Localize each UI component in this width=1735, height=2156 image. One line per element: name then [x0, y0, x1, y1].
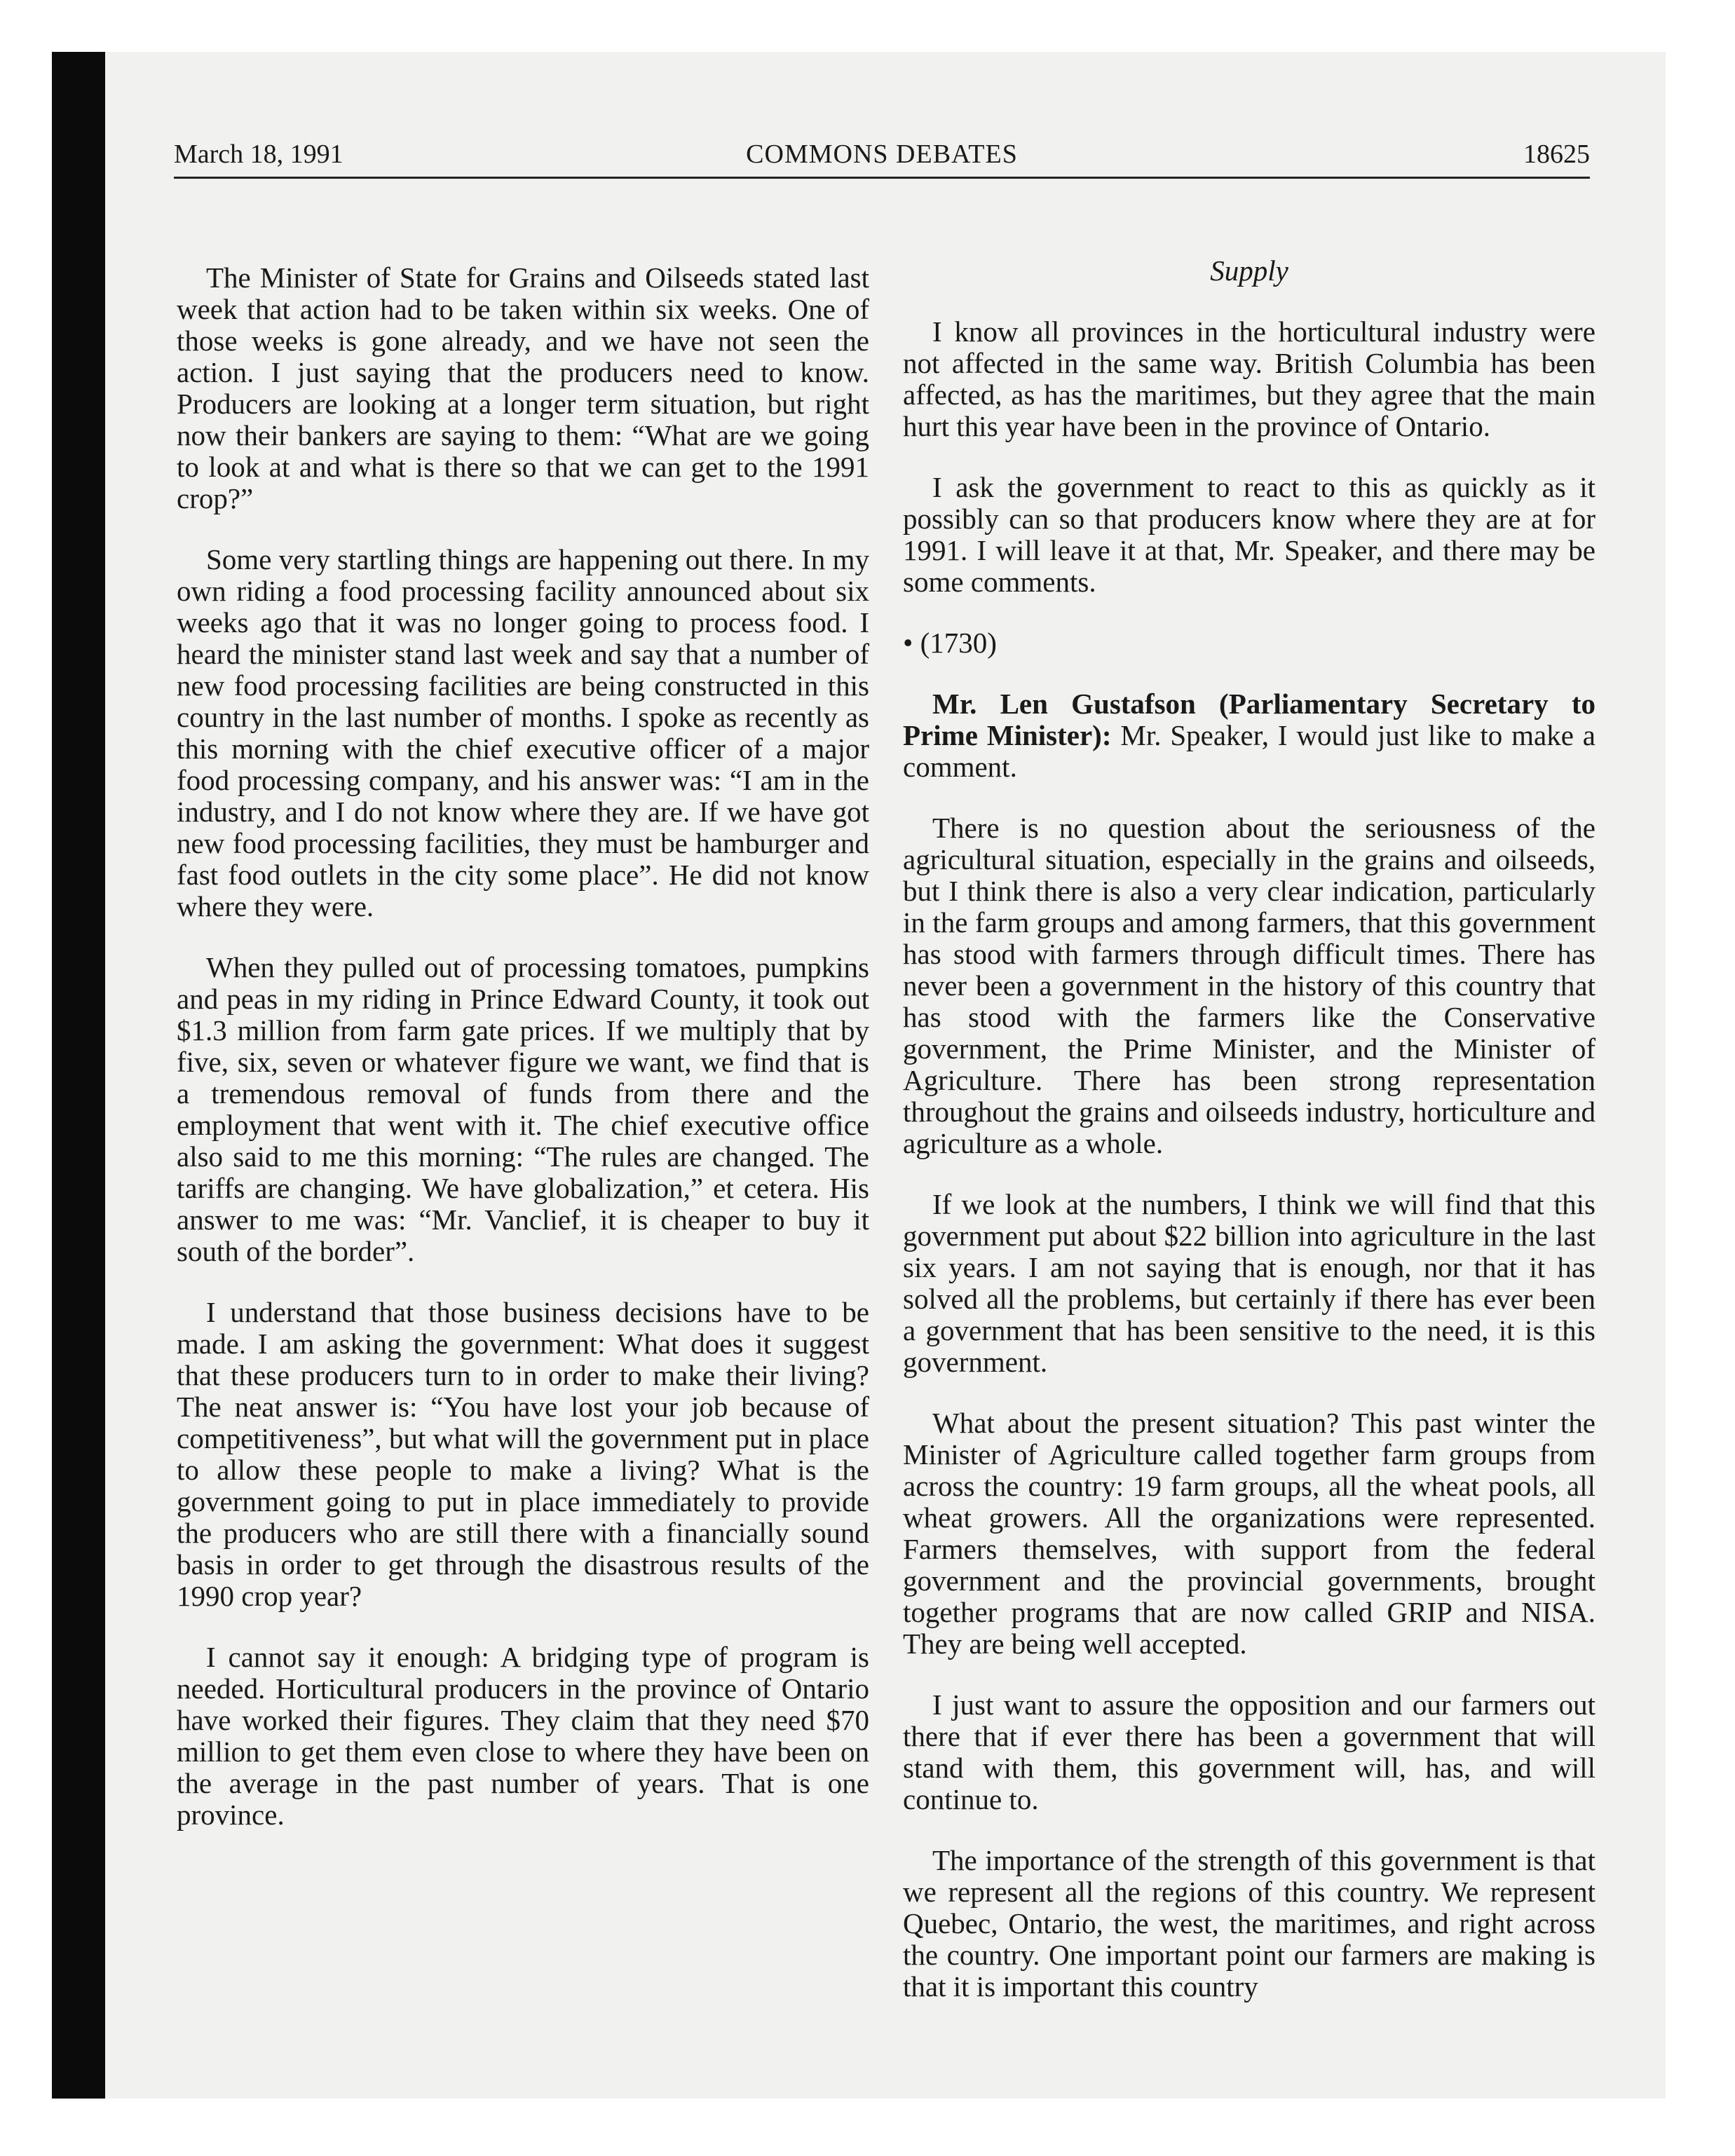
left-column: [177, 262, 869, 1860]
paragraph: I cannot say it enough: A bridging type of program is needed. Horticultural producers in the province of Ontario have worked their figures. They claim that they need $70 million to get them even close to where they have been on the average in the past number of years. That is one province.: [177, 1641, 869, 1831]
header-date: March 18, 1991: [174, 139, 343, 169]
speaker-text: Mr. Speaker, I would just like to make a comment.: [903, 719, 1595, 783]
paragraph: I just want to assure the opposition and our farmers out there that if ever there has been a government that will stand with them, this government will, has, and will continue to.: [903, 1688, 1595, 1815]
paragraph: The importance of the strength of this government is that we represent all the regions of this country. We represent Quebec, Ontario, the west, the maritimes, and right across the country. One important point our farmers are making is that it is important this country: [903, 1844, 1595, 2003]
page-header: [174, 135, 1590, 179]
scan-edge-bar: [52, 52, 105, 2099]
paragraph: I know all provinces in the horticultural industry were not affected in the same way. British Columbia has been affected, as has the maritimes, but they agree that the main hurt this year have been in the province of Ontario.: [903, 315, 1595, 442]
document-page: [105, 52, 1666, 2099]
paragraph: I ask the government to react to this as quickly as it possibly can so that producers know where they are at for 1991. I will leave it at that, Mr. Speaker, and there may be some comments.: [903, 471, 1595, 598]
paragraph: There is no question about the seriousness of the agricultural situation, especially in the grains and oilseeds, but I think there is also a very clear indication, particularly in the farm groups and among farmers, that this government has stood with farmers through difficult times. There has never been a government in the history of this country that has stood with the farmers like the Conservative government, the Prime Minister, and the Minister of Agriculture. There has been strong representation throughout the grains and oilseeds industry, horticulture and agriculture as a whole.: [903, 812, 1595, 1159]
paragraph: The Minister of State for Grains and Oilseeds stated last week that action had to be taken within six weeks. One of those weeks is gone already, and we have not seen the action. I just saying that the producers need to know. Producers are looking at a longer term situation, but right now their bankers are saying to them: “What are we going to look at and what is there so that we can get to the 1991 crop?”: [177, 261, 869, 514]
header-page-number: 18625: [1523, 139, 1590, 169]
paragraph: What about the present situation? This past winter the Minister of Agriculture called together farm groups from across the country: 19 farm groups, all the wheat pools, all wheat growers. All the organizations were represented. Farmers themselves, with support from the federal government and the provincial governments, brought together programs that are now called GRIP and NISA. They are being well accepted.: [903, 1407, 1595, 1660]
time-stamp: • (1730): [903, 627, 997, 659]
paragraph: When they pulled out of processing tomatoes, pumpkins and peas in my riding in Prince Edward County, it took out $1.3 million from farm gate prices. If we multiply that by five, six, seven or whatever figure we want, we find that is a tremendous removal of funds from there and the employment that went with it. The chief executive office also said to me this morning: “The rules are changed. The tariffs are changing. We have globalization,” et cetera. His answer to me was: “Mr. Vanclief, it is cheaper to buy it south of the border”.: [177, 951, 869, 1267]
paragraph: If we look at the numbers, I think we will find that this government put about $22 billion into agriculture in the last six years. I am not saying that is enough, nor that it has solved all the problems, but certainly if there has ever been a government that has been sensitive to the need, it is this government.: [903, 1188, 1595, 1378]
speaker-paragraph: [903, 688, 1595, 783]
header-title: COMMONS DEBATES: [746, 139, 1018, 169]
right-column: [903, 255, 1595, 2032]
speaker-name: Mr. Len Gustafson (Parliamentary Secretary to Prime Minister):: [903, 688, 1595, 751]
paragraph: Some very startling things are happening out there. In my own riding a food processing facility announced about six weeks ago that it was no longer going to process food. I heard the minister stand last week and say that a number of new food processing facilities are being constructed in this country in the last number of months. I spoke as recently as this morning with the chief executive officer of a major food processing company, and his answer was: “I am in the industry, and I do not know where they are. If we have got new food processing facilities, they must be hamburger and fast food outlets in the city some place”. He did not know where they were.: [177, 543, 869, 922]
paragraph: I understand that those business decisions have to be made. I am asking the government: What does it suggest that these producers turn to in order to make their living? The neat answer is: “You have lost your job because of competitiveness”, but what will the government put in place to allow these people to make a living? What is the government going to put in place immediately to provide the producers who are still there with a financially sound basis in order to get through the disastrous results of the 1990 crop year?: [177, 1296, 869, 1612]
section-heading: Supply: [1210, 254, 1288, 287]
